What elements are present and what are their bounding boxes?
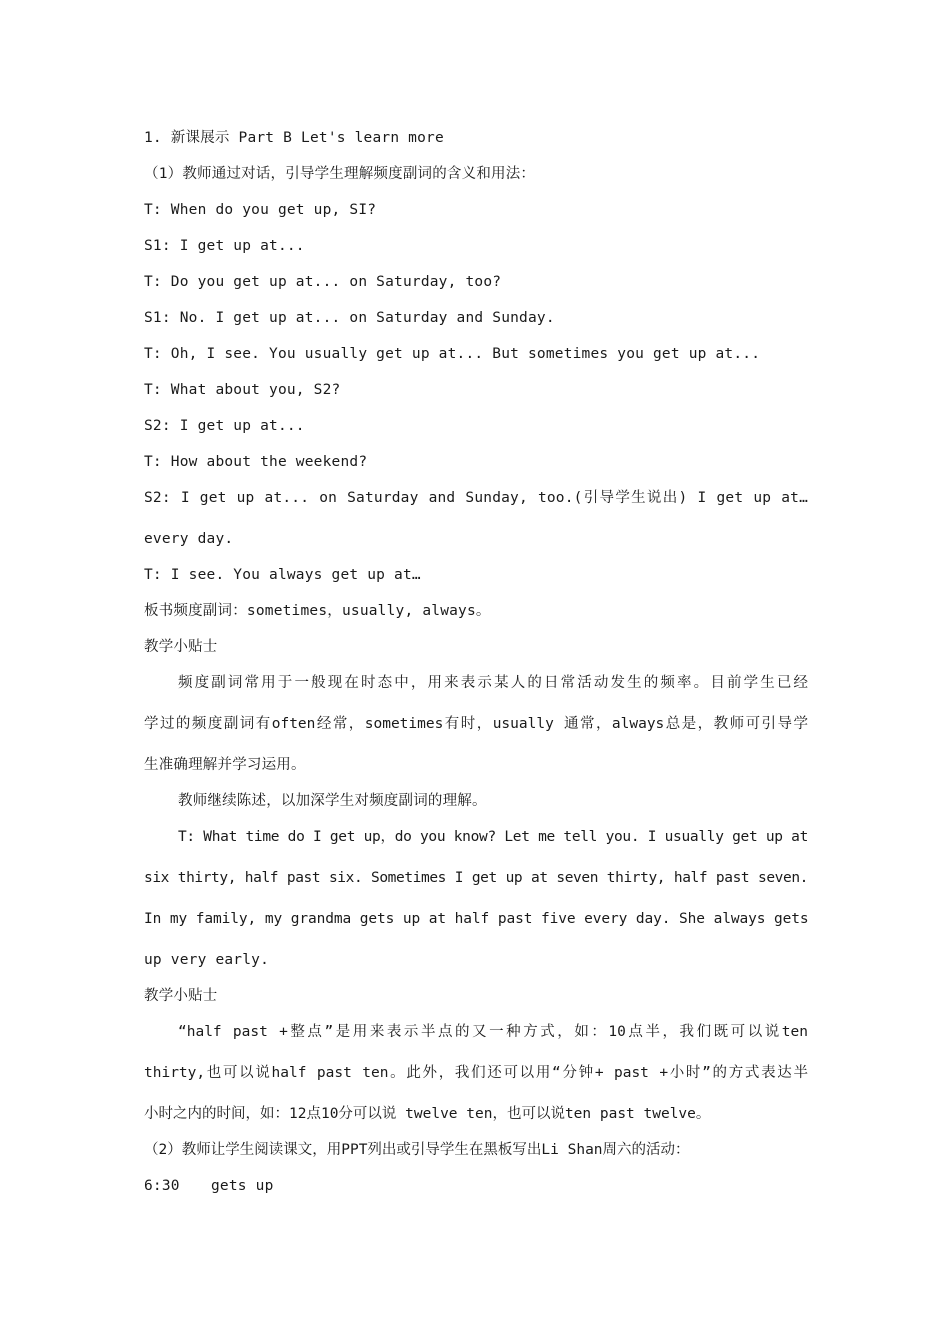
dialogue-teacher-end: T: I see. You always get up at…: [144, 567, 421, 583]
schedule-activity: gets up: [211, 1178, 274, 1194]
tip1-paragraph-line: 频度副词常用于一般现在时态中，用来表示某人的日常活动发生的频率。目前学生已经: [178, 675, 808, 691]
tip-heading: 教学小贴士: [144, 639, 218, 655]
dialogue-s2-line2: every day.: [144, 531, 234, 547]
teacher-speech-line: T: What time do I get up，do you know? Let me tell you. I usually get up at: [178, 829, 808, 845]
tip2-paragraph-line: thirty,也可以说half past ten。此外，我们还可以用“分钟+ past +小时”的方式表达半: [144, 1065, 808, 1081]
teacher-speech-line: In my family, my grandma gets up at half past five every day. She always gets: [144, 911, 809, 927]
dialogue-line: S1: I get up at...: [144, 238, 305, 254]
dialogue-s2-line1: S2: I get up at... on Saturday and Sunday, too.(引导学生说出) I get up at…: [144, 490, 808, 506]
teacher-speech-line: up very early.: [144, 952, 270, 968]
tip1-paragraph-line: 学过的频度副词有often经常，sometimes有时，usually 通常，always总是，教师可引导学: [144, 716, 808, 732]
dialogue-line: S1: No. I get up at... on Saturday and Sunday.: [144, 310, 555, 326]
schedule-row: [144, 1175, 808, 1197]
tip1-paragraph-line: 生准确理解并学习运用。: [144, 757, 306, 773]
dialogue-line: T: What about you, S2?: [144, 382, 341, 398]
dialogue-line: T: How about the weekend?: [144, 454, 368, 470]
dialogue-line: S2: I get up at...: [144, 418, 305, 434]
blackboard-note: 板书频度副词：sometimes，usually, always。: [144, 603, 491, 619]
dialogue-line: T: Do you get up at... on Saturday, too?: [144, 274, 502, 290]
section-heading: 1. 新课展示 Part B Let's learn more: [144, 130, 444, 146]
tip2-paragraph-line: “half past +整点”是用来表示半点的又一种方式，如：10点半，我们既可以说ten: [178, 1024, 808, 1040]
schedule-time: 6:30: [144, 1178, 180, 1194]
tip2-paragraph-line: 小时之内的时间，如：12点10分可以说 twelve ten，也可以说ten past twelve。: [144, 1106, 711, 1122]
dialogue-line: T: Oh, I see. You usually get up at... But sometimes you get up at...: [144, 346, 761, 362]
dialogue-line: T: When do you get up, SI?: [144, 202, 377, 218]
tip-heading: 教学小贴士: [144, 988, 218, 1004]
teacher-continue: 教师继续陈述，以加深学生对频度副词的理解。: [178, 793, 487, 809]
step1-intro: （1）教师通过对话，引导学生理解频度副词的含义和用法：: [144, 166, 536, 182]
step2-intro: （2）教师让学生阅读课文，用PPT列出或引导学生在黑板写出Li Shan周六的活动：: [144, 1142, 690, 1158]
teacher-speech-line: six thirty, half past six. Sometimes I get up at seven thirty, half past seven.: [144, 870, 808, 886]
